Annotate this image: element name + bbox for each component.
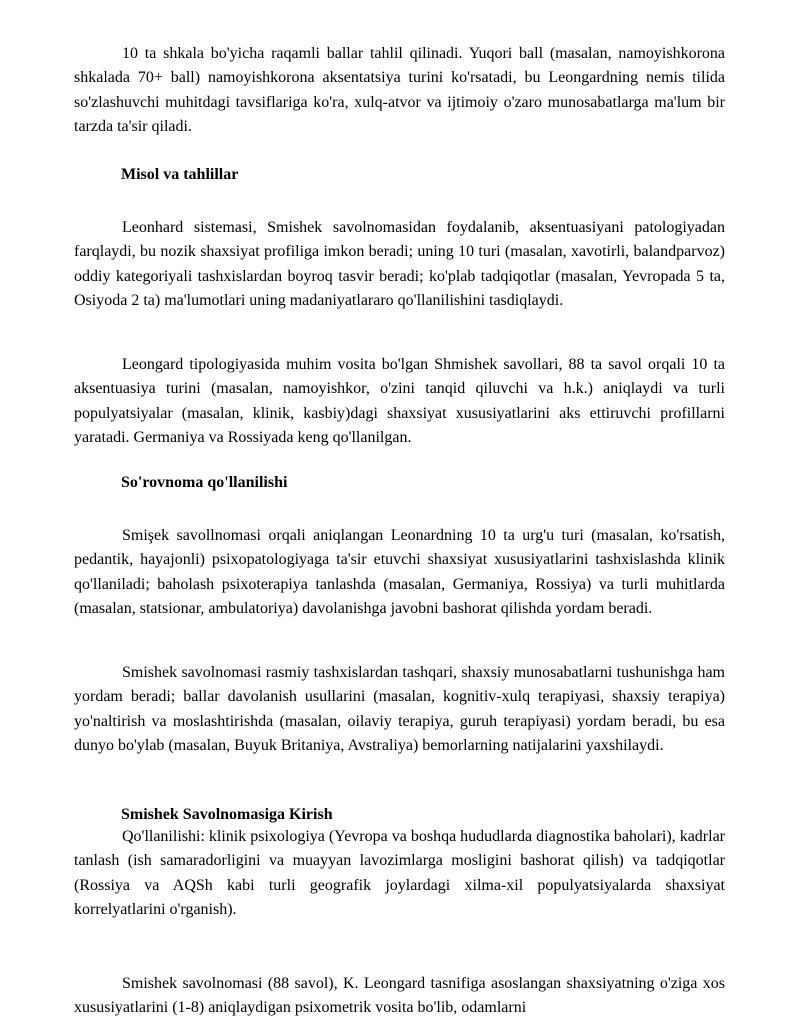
paragraph-leonhard-system: Leonhard sistemasi, Smishek savolnomasidan foydalanib, aksentuasiyani patologiyadan farqlaydi, bu nozik shaxsiyat profiliga imkon beradi; uning 10 turi (masalan, xavotirli, balandparvoz) oddiy kategoriyali tashxislardan boyroq tasvir beradi; ko'plab tadqiqotlar (masalan, Yevropada 5 ta, Osiyoda 2 ta) ma'lumotlari uning madaniyatlararo qo'llanilishini tasdiqlaydi. <box>74 219 725 310</box>
paragraph-relationships: Smishek savolnomasi rasmiy tashxislardan tashqari, shaxsiy munosabatlarni tushunishga ham yordam beradi; ballar davolanish usullarini (masalan, kognitiv-xulq terapiyasi, shaxsiy terapiya) yo'naltirish va moslashtirishda (masalan, oilaviy terapiya, guruh terapiyasi) yordam beradi, bu esa dunyo bo'ylab (masalan, Buyuk Britaniya, Avstraliya) bemorlarning natijalarini yaxshilaydi. <box>74 664 725 755</box>
paragraph-overview: Smishek savolnomasi (88 savol), K. Leongard tasnifiga asoslangan shaxsiyatning o'ziga xos xususiyatlarini (1-8) aniqlaydigan psixometrik vosita bo'lib, odamlarni <box>74 975 725 1017</box>
paragraph-clinical-use: Smişek savollnomasi orqali aniqlangan Leonardning 10 ta urg'u turi (masalan, ko'rsatish, pedantik, hayajonli) psixopatologiyaga ta'sir etuvchi shaxsiyat xususiyatlarini tashxislashda klinik qo'llaniladi; baholash psixoterapiya tanlashda (masalan, Germaniya, Rossiya) va turli muhitlarda (masalan, statsionar, ambulatoriya) davolanishga javobni bashorat qilishda yordam beradi. <box>74 527 725 618</box>
heading-questionnaire-usage: So'rovnoma qo'llanilishi <box>121 474 288 491</box>
heading-introduction: Smishek Savolnomasiga Kirish <box>121 806 333 823</box>
paragraph-shmishek-questions: Leongard tipologiyasida muhim vosita bo'lgan Shmishek savollari, 88 ta savol orqali 10 ta aksentuasiya turini (masalan, namoyishkor, o'zini tanqid qiluvchi va h.k.) aniqlaydi va turli populyatsiyalar (masalan, klinik, kasbiy)dagi shaxsiyat xususiyatlarini aks ettiruvchi profillarni yaratadi. Germaniya va Rossiyada keng qo'llanilgan. <box>74 356 725 447</box>
paragraph-scoring: 10 ta shkala bo'yicha raqamli ballar tahlil qilinadi. Yuqori ball (masalan, namoyishkorona shkalada 70+ ball) namoyishkorona aksentatsiya turini ko'rsatadi, bu Leongardning nemis tilida so'zlashuvchi muhitdagi tavsiflariga ko'ra, xulq-atvor va ijtimoiy o'zaro munosabatlarga ma'lum bir tarzda ta'sir qiladi. <box>74 45 725 136</box>
paragraph-applications: Qo'llanilishi: klinik psixologiya (Yevropa va boshqa hududlarda diagnostika baholari), kadrlar tanlash (ish samaradorligini va muayyan lavozimlarga mosligini bashorat qilish) va tadqiqotlar (Rossiya va AQSh kabi turli geografik joylardagi xilma-xil populyatsiyalarda shaxsiyat korrelyatlarini o'rganish). <box>74 828 725 919</box>
heading-examples-analysis: Misol va tahlillar <box>121 166 239 183</box>
